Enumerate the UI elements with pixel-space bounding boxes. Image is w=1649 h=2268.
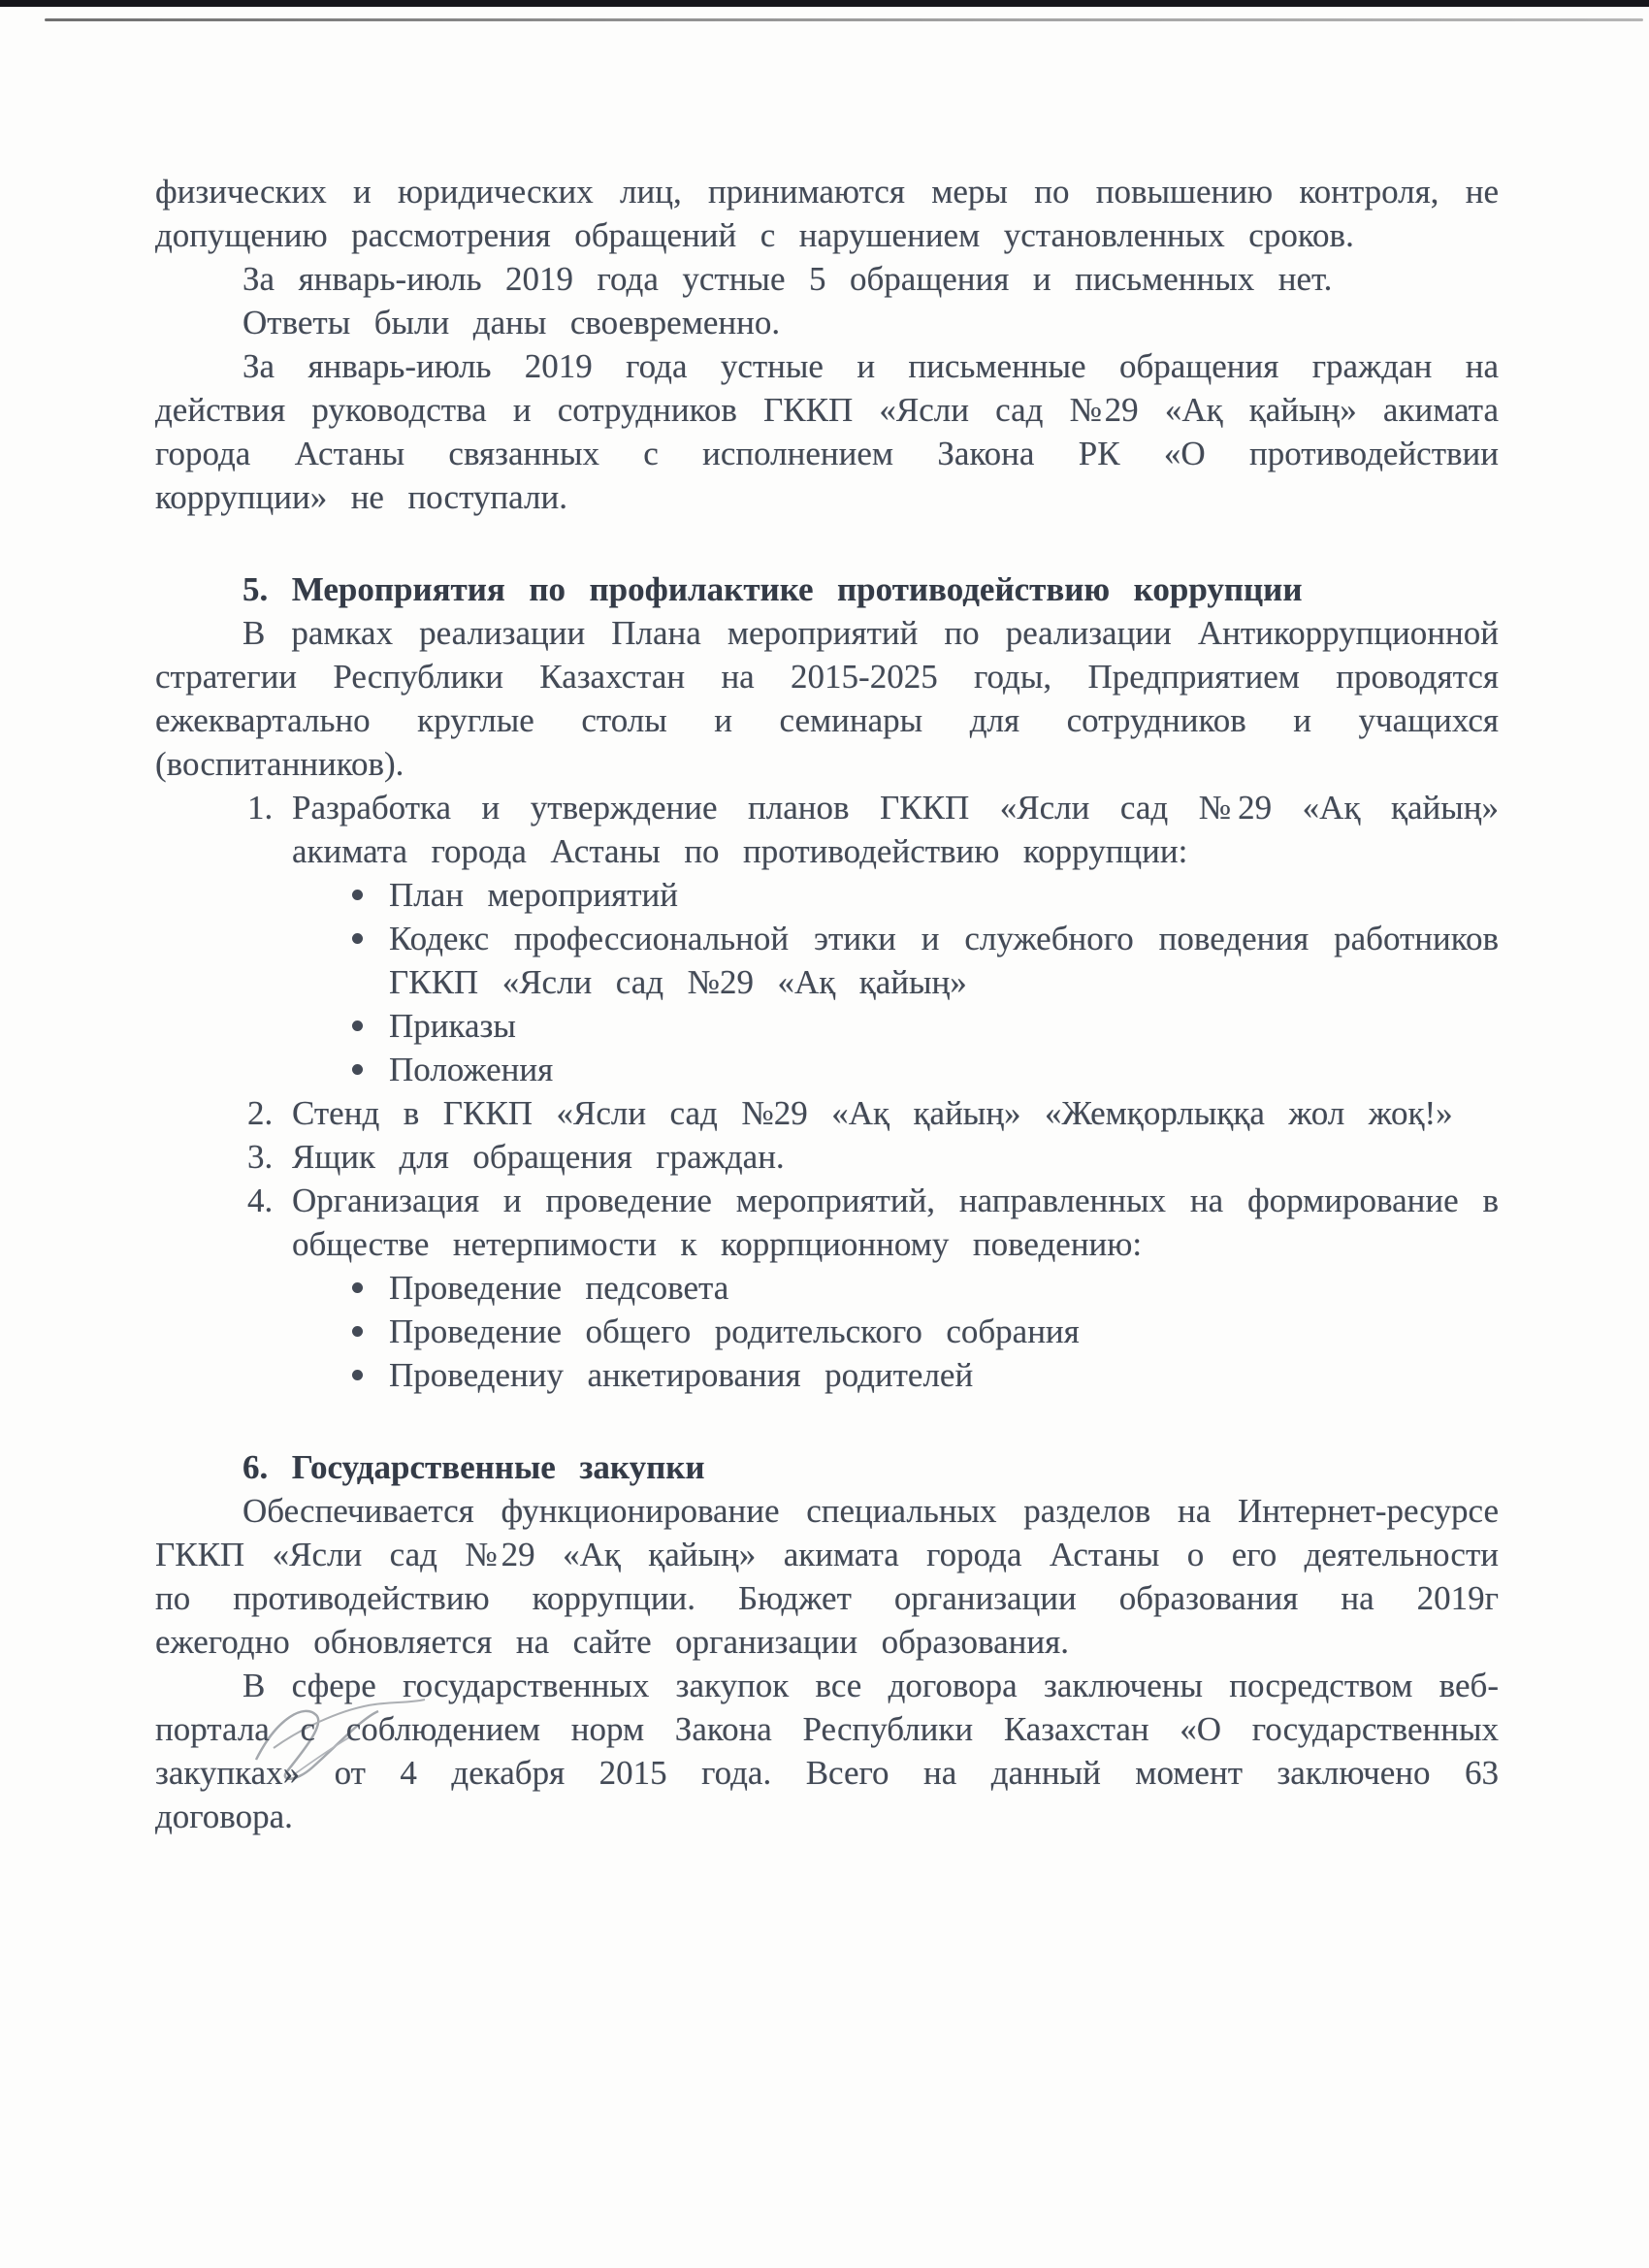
list-item-number: 2.: [247, 1094, 274, 1132]
section-6-heading: 6. Государственные закупки: [242, 1448, 705, 1486]
bullet-item: [350, 1353, 1499, 1397]
list-item-number: 4.: [247, 1182, 274, 1219]
bullet-icon: [350, 1266, 389, 1310]
bullet-text: Проведениу анкетирования родителей: [389, 1356, 974, 1394]
bullet-text: Положения: [389, 1051, 554, 1088]
bullet-list: [350, 1266, 1499, 1397]
bullet-item: [350, 1048, 1499, 1091]
numbered-list-item-3: [247, 1135, 1499, 1179]
bullet-item: [350, 873, 1499, 917]
bullet-icon: [350, 917, 389, 1004]
bullet-item: [350, 1310, 1499, 1353]
list-item-text: Разработка и утверждение планов ГККП «Ясли сад №29 «Ақ қайың» акимата города Астаны по противодействию коррупции:: [292, 789, 1499, 870]
bullet-text: Проведение общего родительского собрания: [389, 1312, 1080, 1350]
bullet-item: [350, 1266, 1499, 1310]
numbered-list: [247, 786, 1499, 1397]
opening-paragraph: физических и юридических лиц, принимаются меры по повышению контроля, не допущению рассмотрения обращений с нарушением установленных сроков.: [155, 173, 1499, 254]
bullet-icon: [350, 1353, 389, 1397]
list-item-text: Ящик для обращения граждан.: [292, 1138, 785, 1176]
section-5-heading: 5. Мероприятия по профилактике противодействию коррупции: [242, 570, 1303, 608]
bullet-icon: [350, 1004, 389, 1048]
scan-edge-artifact: [0, 0, 1649, 7]
list-item-text: Организация и проведение мероприятий, направленных на формирование в обществе нетерпимости к коррпционному поведению:: [292, 1182, 1499, 1263]
bullet-text: Проведение педсовета: [389, 1269, 729, 1307]
section-6-paragraph-2: В сфере государственных закупок все договора заключены посредством веб-портала с соблюдением норм Закона Республики Казахстан «О государственных закупках» от 4 декабря 2015 года. Всего на данный момент заключено 63 договора.: [155, 1667, 1499, 1835]
list-item-number: 1.: [247, 789, 274, 826]
bullet-list: [350, 873, 1499, 1091]
bullet-text: Кодекс профессиональной этики и служебного поведения работников ГККП «Ясли сад №29 «Ақ қайың»: [389, 920, 1499, 1001]
bullet-icon: [350, 1048, 389, 1091]
bullet-icon: [350, 873, 389, 917]
bullet-item: [350, 1004, 1499, 1048]
scan-line-artifact: [45, 18, 1643, 21]
bullet-text: План мероприятий: [389, 876, 679, 914]
section-5-intro: В рамках реализации Плана мероприятий по реализации Антикоррупционной стратегии Республики Казахстан на 2015-2025 годы, Предприятием проводятся ежеквартально круглые столы и семинары для сотрудников и учащихся (воспитанников).: [155, 614, 1499, 783]
numbered-list-item-1: [247, 786, 1499, 1091]
document-body: [155, 170, 1499, 1838]
appeals-stats-line: За январь-июль 2019 года устные 5 обращения и письменных нет.: [242, 260, 1333, 298]
numbered-list-item-4: [247, 1179, 1499, 1397]
appeals-absence-paragraph: За январь-июль 2019 года устные и письменные обращения граждан на действия руководства и сотрудников ГККП «Ясли сад №29 «Ақ қайың» акимата города Астаны связанных с исполнением Закона РК «О противодействии коррупции» не поступали.: [155, 347, 1499, 516]
numbered-list-item-2: [247, 1091, 1499, 1135]
list-item-text: Стенд в ГККП «Ясли сад №29 «Ақ қайың» «Жемқорлыққа жол жоқ!»: [292, 1094, 1453, 1132]
list-item-number: 3.: [247, 1138, 274, 1176]
section-6-paragraph-1: Обеспечивается функционирование специальных разделов на Интернет-ресурсе ГККП «Ясли сад №29 «Ақ қайың» акимата города Астаны о его деятельности по противодействию коррупции. Бюджет организации образования на 2019г ежегодно обновляется на сайте организации образования.: [155, 1492, 1499, 1661]
bullet-item: [350, 917, 1499, 1004]
timely-response-line: Ответы были даны своевременно.: [242, 304, 781, 341]
bullet-text: Приказы: [389, 1007, 516, 1045]
bullet-icon: [350, 1310, 389, 1353]
